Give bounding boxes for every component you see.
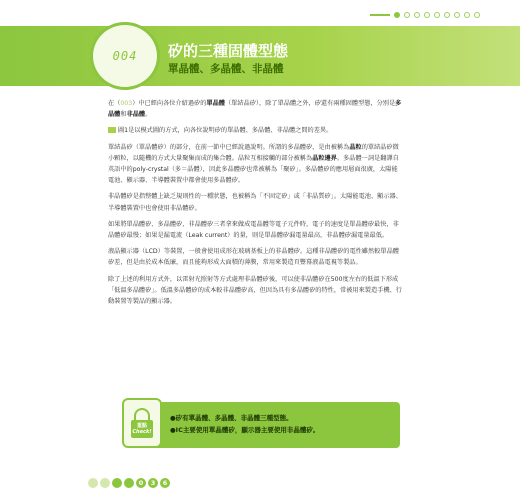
progress-dot <box>474 12 480 18</box>
progress-dot <box>444 12 450 18</box>
text-span: 圖1是以模式圖的方式，向各位說明矽的單晶體、多晶體、非晶體之間的差異。 <box>118 127 333 135</box>
page-dot <box>112 478 122 488</box>
figure-marker-icon <box>108 127 116 133</box>
progress-dot <box>404 12 410 18</box>
section-number: 004 <box>112 49 138 63</box>
term-bold: 非晶體 <box>126 111 146 119</box>
paragraph: 非晶體矽是指整體上缺乏規則性的一種狀態，也被稱為「不固定矽」或「非晶質矽」。太陽能電池、顯示器、半導體裝置中也會使用非晶體矽。 <box>108 193 402 212</box>
progress-dot <box>434 12 440 18</box>
paragraph: 液晶顯示器（LCD）等裝置，一般會使用成形在玻璃基板上的非晶體矽。這種非晶體矽的電性雖然較單晶體矽差，但是由於成本低廉，而且能夠形成大面積的薄膜，常用來製造頁豐幕液晶電視等製品。 <box>108 248 399 267</box>
page-digit: 6 <box>160 478 170 488</box>
text-span: 。多晶體一詞是翻譯自英語中的poly-crystal（多＝晶體），因此多晶體矽也常被稱為「聚矽」。多晶體矽的應用層面很廣，太陽能電池、顯示器、半導體裝置中都會使用多晶體矽。 <box>108 154 399 185</box>
page-dot <box>100 478 110 488</box>
key-points-box <box>128 402 400 448</box>
check-lock-icon <box>122 398 162 448</box>
section-number-badge <box>90 22 160 90</box>
progress-dot <box>414 12 420 18</box>
text-span: 在（ <box>108 100 121 107</box>
page-title: 矽的三種固體型態 <box>168 42 289 60</box>
paragraph <box>108 125 403 136</box>
text-span: 單結晶矽（單晶體矽）的部分，在前一節中已經說過說明。所謂的多晶體矽，是由被稱為 <box>108 143 350 151</box>
progress-dot <box>454 12 460 18</box>
progress-line <box>370 14 390 16</box>
text-span: ）中已經向各位介紹過矽的 <box>132 100 207 107</box>
article-body <box>108 98 403 312</box>
term-bold: 多晶體 <box>108 100 402 119</box>
progress-dot <box>394 12 400 18</box>
key-point-item: ●矽有單晶體、多晶體、非晶體三種型態。 <box>170 414 293 422</box>
key-point-item: ●IC主要使用單晶體矽，顯示器主要使用非晶體矽。 <box>170 426 320 434</box>
text-span: 。 <box>145 111 152 119</box>
paragraph <box>108 142 403 187</box>
paragraph <box>108 98 403 120</box>
page-dot <box>124 478 134 488</box>
section-header <box>0 26 520 86</box>
lock-body <box>131 420 153 438</box>
progress-dot <box>424 12 430 18</box>
page-number <box>88 478 170 488</box>
section-ref: 003 <box>120 100 133 107</box>
page-subtitle: 單晶體、多晶體、非晶體 <box>168 63 284 75</box>
icon-label-top: 重點 <box>136 423 147 429</box>
page-digit: 3 <box>148 478 158 488</box>
text-span: 和 <box>120 111 127 119</box>
lock-shackle <box>134 408 150 420</box>
progress-dot <box>464 12 470 18</box>
page-digit: 0 <box>136 478 146 488</box>
text-span: （單結晶矽），除了單晶體之外，矽還有兩種固體型態，分別是 <box>225 100 396 107</box>
text-span: 的單結晶矽微小顆粒，以隨機的方式大量聚集而成的集合體。晶粒互相接觸的部分被稱為 <box>108 143 399 162</box>
term-bold: 晶粒 <box>349 143 362 151</box>
page-progress-dots <box>370 12 480 18</box>
key-points-list <box>170 412 319 436</box>
term-bold: 晶粒邊界 <box>312 154 337 162</box>
icon-label-bottom: Check! <box>132 429 152 435</box>
page-dot <box>88 478 98 488</box>
paragraph: 如果將單晶體矽、多晶體矽、非晶體矽三者拿來做成電晶體等電子元件時，電子的速度是單晶體矽最快，非晶體矽最慢；如果是漏電流（Leak current）的量，則是單晶體矽漏電量最高，非晶體矽漏電量最低。 <box>108 220 399 240</box>
term-bold: 單晶體 <box>206 100 225 107</box>
paragraph: 除了上述的利用方式外，以雷射光照射等方式處理非晶體矽後，可以使非晶體矽在500度左右的低溫下形成「低溫多晶體矽」。低溫多晶體矽的成本較非晶體矽高，但因為具有多晶體矽的特性，常被用來製造手機、行動裝置等製品的顯示器。 <box>108 275 402 306</box>
